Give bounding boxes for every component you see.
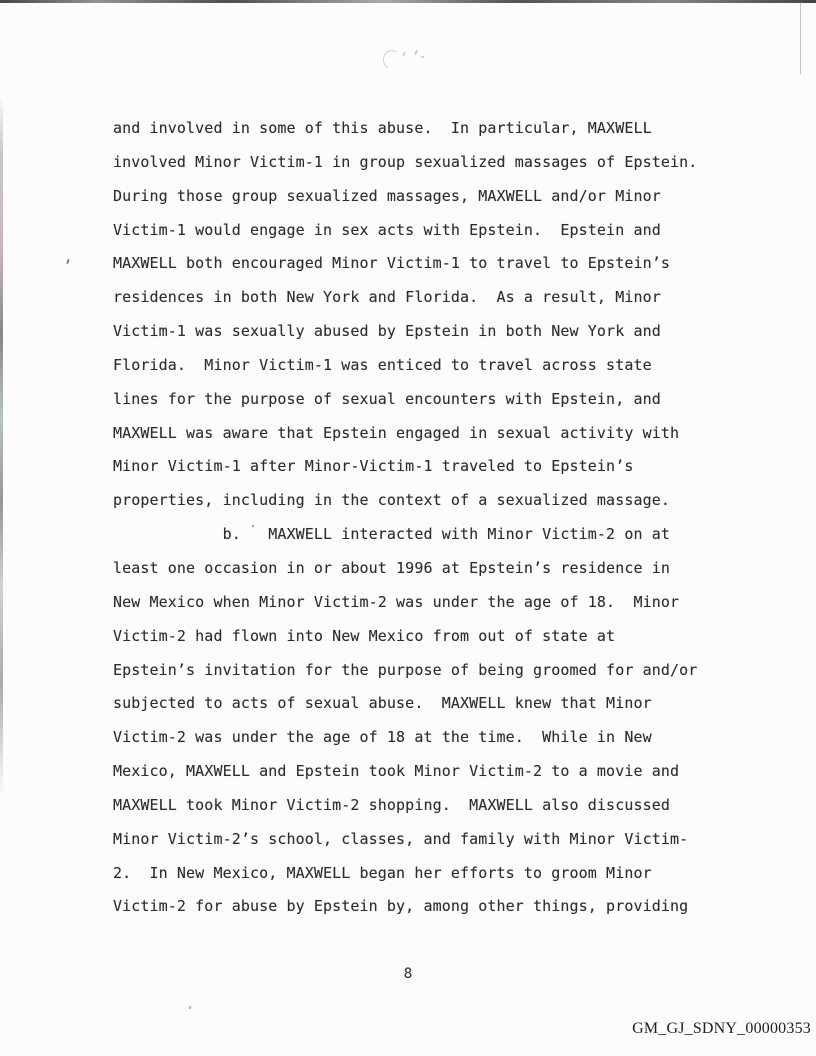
- text-line: lines for the purpose of sexual encounters with Epstein, and: [113, 389, 661, 408]
- scan-smudge-mark: [402, 52, 405, 56]
- text-line: Epstein’s invitation for the purpose of being groomed for and/or: [113, 660, 698, 679]
- scan-artifact-right-line: [800, 2, 801, 74]
- text-line: 2. In New Mexico, MAXWELL began her efforts to groom Minor: [113, 863, 652, 882]
- text-line: MAXWELL both encouraged Minor Victim-1 to travel to Epstein’s: [113, 254, 670, 273]
- text-line: Victim-2 for abuse by Epstein by, among other things, providing: [113, 897, 689, 916]
- text-line: involved Minor Victim-1 in group sexualized massages of Epstein.: [113, 152, 698, 171]
- text-line: properties, including in the context of a sexualized massage.: [113, 491, 670, 510]
- text-line: Florida. Minor Victim-1 was enticed to travel across state: [113, 355, 652, 374]
- document-body: [113, 112, 713, 924]
- text-line: Mexico, MAXWELL and Epstein took Minor Victim-2 to a movie and: [113, 762, 680, 781]
- text-line: During those group sexualized massages, MAXWELL and/or Minor: [113, 186, 661, 205]
- text-line: Minor Victim-1 after Minor-Victim-1 traveled to Epstein’s: [113, 457, 634, 476]
- text-line: Victim-2 had flown into New Mexico from out of state at: [113, 626, 616, 645]
- text-line: Victim-1 was sexually abused by Epstein in both New York and: [113, 322, 661, 341]
- scan-artifact-top-edge: [0, 0, 816, 3]
- text-line: and involved in some of this abuse. In particular, MAXWELL: [113, 119, 652, 137]
- text-line: subjected to acts of sexual abuse. MAXWELL knew that Minor: [113, 694, 652, 713]
- bates-number: GM_GJ_SDNY_00000353: [632, 1020, 811, 1037]
- scan-smudge-mark: [421, 56, 424, 58]
- text-line: least one occasion in or about 1996 at Epstein’s residence in: [113, 558, 670, 577]
- scan-smudge: [383, 46, 439, 72]
- scan-smudge-mark: [414, 50, 418, 55]
- text-line: MAXWELL took Minor Victim-2 shopping. MAXWELL also discussed: [113, 795, 670, 814]
- page-number: 8: [403, 966, 413, 982]
- scan-smudge-arc: [381, 48, 403, 71]
- text-line: Victim-1 would engage in sex acts with Epstein. Epstein and: [113, 220, 661, 239]
- scan-artifact-left-edge: [0, 96, 3, 796]
- text-line: MAXWELL was aware that Epstein engaged in sexual activity with: [113, 423, 680, 442]
- text-line: New Mexico when Minor Victim-2 was under the age of 18. Minor: [113, 592, 680, 611]
- scan-stray-mark: [66, 259, 69, 264]
- text-line: Minor Victim-2’s school, classes, and family with Minor Victim-: [113, 829, 689, 848]
- scan-stray-speck: [188, 1006, 191, 1010]
- text-line: Victim-2 was under the age of 18 at the time. While in New: [113, 728, 652, 747]
- text-line: b. MAXWELL interacted with Minor Victim-2 on at: [113, 525, 670, 544]
- text-line: residences in both New York and Florida. As a result, Minor: [113, 288, 661, 307]
